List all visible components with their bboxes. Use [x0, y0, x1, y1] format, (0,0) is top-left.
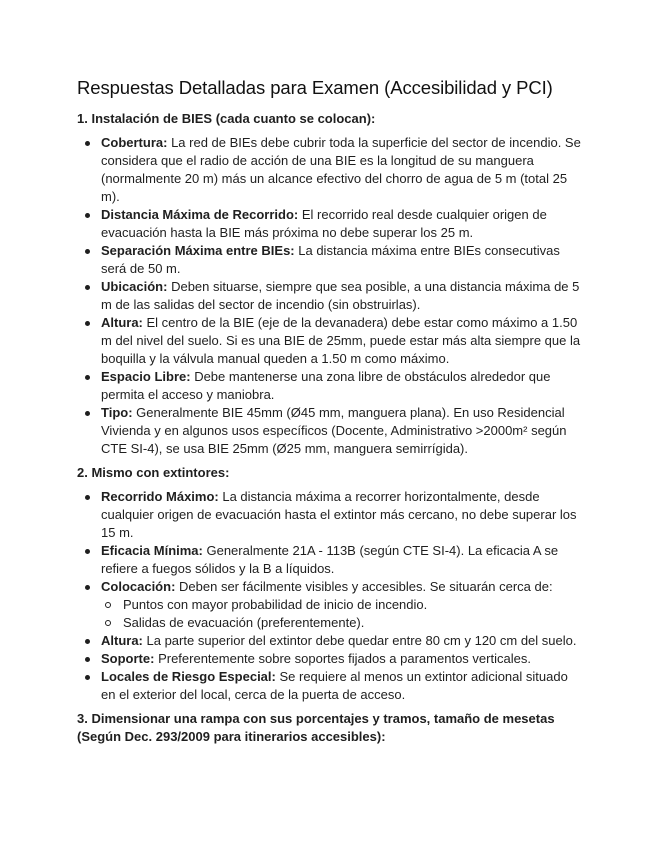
section-heading: 3. Dimensionar una rampa con sus porcentajes y tramos, tamaño de mesetas (Según Dec. 293/2009 para itinerarios accesibles): [77, 711, 555, 744]
sub-list [101, 596, 585, 632]
item-label: Altura: [101, 633, 143, 648]
item-label: Ubicación: [101, 279, 168, 294]
item-text: Preferentemente sobre soportes fijados a paramentos verticales. [154, 651, 531, 666]
item-text: Debe mantenerse una zona libre de obstáculos alrededor que permita el acceso y maniobra. [101, 369, 551, 402]
item-text: Generalmente 21A - 113B (según CTE SI-4). La eficacia A se refiere a fuegos sólidos y la B a líquidos. [101, 543, 559, 576]
list-item [77, 368, 585, 404]
item-label: Espacio Libre: [101, 369, 191, 384]
list-item [77, 542, 585, 578]
item-label: Tipo: [101, 405, 133, 420]
bullet-list [77, 488, 585, 704]
list-item [77, 206, 585, 242]
list-item [77, 488, 585, 542]
item-text: La distancia máxima entre BIEs consecutivas será de 50 m. [101, 243, 560, 276]
section-heading: 2. Mismo con extintores: [77, 465, 230, 480]
list-item [77, 404, 585, 458]
list-item [77, 650, 585, 668]
item-label: Altura: [101, 315, 143, 330]
list-item [77, 278, 585, 314]
item-text: Se requiere al menos un extintor adicional situado en el exterior del local, cerca de la puerta de acceso. [101, 669, 568, 702]
item-label: Colocación: [101, 579, 176, 594]
sub-list-item: Salidas de evacuación (preferentemente). [101, 614, 585, 632]
item-label: Distancia Máxima de Recorrido: [101, 207, 299, 222]
item-text: El centro de la BIE (eje de la devanadera) debe estar como máximo a 1.50 m del nivel del suelo. Si es una BIE de 25mm, puede estar más alta siempre que la boquilla y la válvula manual queden a 1.50 m como máximo. [101, 315, 581, 366]
sub-list-item: Puntos con mayor probabilidad de inicio de incendio. [101, 596, 585, 614]
item-text: La red de BIEs debe cubrir toda la superficie del sector de incendio. Se considera que el radio de acción de una BIE es la longitud de su manguera (normalmente 20 m) más un alcance efectivo del chorro de agua de 5 m (total 25 m). [101, 135, 581, 204]
item-label: Recorrido Máximo: [101, 489, 219, 504]
item-label: Locales de Riesgo Especial: [101, 669, 276, 684]
section-heading: 1. Instalación de BIES (cada cuanto se colocan): [77, 111, 376, 126]
list-item [77, 314, 585, 368]
item-text: El recorrido real desde cualquier origen de evacuación hasta la BIE más próxima no debe superar los 25 m. [101, 207, 547, 240]
item-text: La distancia máxima a recorrer horizontalmente, desde cualquier origen de evacuación hasta el extintor más cercano, no debe superar los 15 m. [101, 489, 577, 540]
item-text: Deben ser fácilmente visibles y accesibles. Se situarán cerca de: [175, 579, 553, 594]
section-extintores [77, 464, 585, 704]
item-text: La parte superior del extintor debe quedar entre 80 cm y 120 cm del suelo. [142, 633, 577, 648]
item-text: Deben situarse, siempre que sea posible, a una distancia máxima de 5 m de las salidas del sector de incendio (sin obstruirlas). [101, 279, 580, 312]
document-title: Respuestas Detalladas para Examen (Accesibilidad y PCI) [77, 77, 553, 98]
list-item [77, 578, 585, 632]
list-item [77, 632, 585, 650]
item-label: Cobertura: [101, 135, 168, 150]
list-item [77, 134, 585, 206]
item-label: Soporte: [101, 651, 155, 666]
list-item [77, 242, 585, 278]
section-rampa [77, 710, 585, 746]
bullet-list [77, 134, 585, 458]
section-bies [77, 110, 585, 458]
item-text: Generalmente BIE 45mm (Ø45 mm, manguera plana). En uso Residencial Vivienda y en algunos usos específicos (Docente, Administrativo >2000m² según CTE SI-4), se usa BIE 25mm (Ø25 mm, manguera semirrígida). [101, 405, 567, 456]
item-label: Eficacia Mínima: [101, 543, 203, 558]
list-item [77, 668, 585, 704]
item-label: Separación Máxima entre BIEs: [101, 243, 295, 258]
